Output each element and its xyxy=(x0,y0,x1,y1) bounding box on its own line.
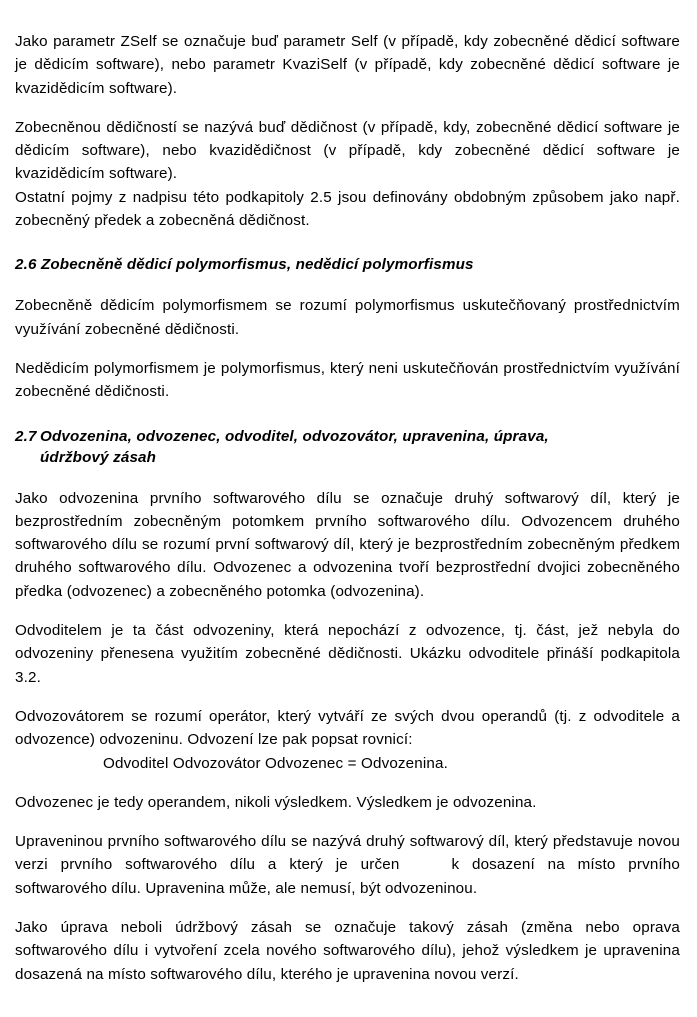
paragraph-odvoditelem: Odvoditelem je ta část odvozeniny, která nepochází z odvozence, tj. část, jež nebyla do odvozeniny přenesena využitím zobecněné dědičnosti. Ukázku odvoditele přináší podkapitola 3.2. xyxy=(15,622,680,686)
section-heading-2-7 xyxy=(15,426,680,468)
section-heading-2-7-line2: údržbový zásah xyxy=(40,448,157,466)
paragraph-zself: Jako parametr ZSelf se označuje buď parametr Self (v případě, kdy zobecněné dědicí software je dědicím software), nebo parametr KvaziSelf (v případě, kdy zobecněné dědicí software je kvazidědicím software). xyxy=(15,33,680,97)
paragraph-nededici-polymorfismus: Nedědicím polymorfismem je polymorfismus, který neni uskutečňován prostřednictvím využívání zobecněné dědičnosti. xyxy=(15,359,680,401)
paragraph-odvozovatorem: Odvozovátorem se rozumí operátor, který vytváří ze svých dvou operandů (tj. z odvoditele a odvozence) odvozeninu. Odvození lze pak popsat rovnicí: xyxy=(15,707,680,749)
section-heading-2-7-line1: Odvozenina, odvozenec, odvoditel, odvozovátor, upravenina, úprava, xyxy=(40,427,549,445)
paragraph-zobecnenou-dedicnosti: Zobecněnou dědičností se nazývá buď dědičnost (v případě, kdy, zobecněné dědicí software je dědicím software), nebo kvazidědičnost (v případě, kdy zobecněné dědicí software je kvazidědicím software). xyxy=(15,118,680,183)
section-heading-2-6: 2.6 Zobecněně dědicí polymorfismus, nedědicí polymorfismus xyxy=(15,256,474,274)
paragraph-upraveninou xyxy=(15,830,680,900)
paragraph-zobecnene-dedici-polymorfismus: Zobecněně dědicím polymorfismem se rozumí polymorfismus uskutečňovaný prostřednictvím využívání zobecněné dědičnosti. xyxy=(15,297,680,338)
paragraph-odvozenec-operand: Odvozenec je tedy operandem, nikoli výsledkem. Výsledkem je odvozenina. xyxy=(15,793,537,811)
paragraph-ostatni-pojmy: Ostatní pojmy z nadpisu této podkapitoly 2.5 jsou definovány obdobným způsobem jako např. zobecněný předek a zobecněná dědičnost. xyxy=(15,188,680,230)
paragraph-upraveninou-part2: k dosazení na místo prvního softwarového dílu. Upravenina může, ale nemusí, být odvozeninou. xyxy=(15,856,680,897)
paragraph-uprava-udrzbovy-zasah: Jako úprava neboli údržbový zásah se označuje takový zásah (změna nebo oprava softwarového dílu i vytvoření zcela nového softwarového dílu), jehož výsledkem je upravenina dosazená na místo softwarového dílu, kterého je upravenina novou verzí. xyxy=(15,919,680,983)
paragraph-upraveninou-part1: Upraveninou prvního softwarového dílu se nazývá druhý softwarový díl, který představuje novou verzi prvního softwarového dílu a který je určen xyxy=(15,833,680,874)
equation-odvozeni: Odvoditel Odvozovátor Odvozenec = Odvozenina. xyxy=(103,754,448,772)
section-heading-2-7-number: 2.7 xyxy=(15,427,37,445)
paragraph-odvozenina: Jako odvozenina prvního softwarového dílu se označuje druhý softwarový díl, který je bezprostředním zobecněným potomkem prvního softwarového dílu. Odvozencem druhého softwarového dílu se rozumí první softwarový díl, který je bezprostředním zobecněným předkem druhého softwarového dílu. Odvozenec a odvozenina tvoří bezprostřední dvojici zobecněného předka (odvozenec) a zobecněného potomka (odvozenina). xyxy=(15,489,680,600)
section-heading-2-7-text xyxy=(40,426,680,468)
